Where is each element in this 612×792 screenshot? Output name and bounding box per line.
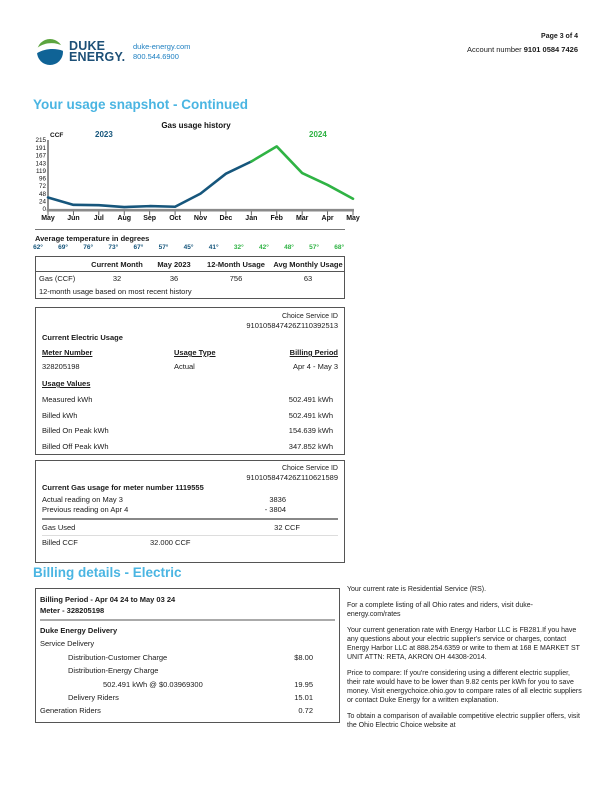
temperature-value: 57° [309,244,320,251]
billing-row-value: $8.00 [294,652,313,662]
billing-row-energy-charge-detail [40,678,335,691]
meter-number-header: Meter Number [42,348,93,357]
billing-row-value [313,624,335,637]
billed-ccf-value: 32.000 CCF [150,538,191,547]
billing-period-header: Billing Period [289,348,338,357]
svg-text:24: 24 [38,198,46,206]
svg-text:0: 0 [42,206,46,214]
svg-text:CCF: CCF [50,132,64,139]
usage-12-month-value: 756 [229,274,243,283]
actual-reading-row [42,495,338,505]
measured-kwh-label: Measured kWh [42,394,93,404]
billed-kwh-row [42,411,338,420]
actual-reading-label: Actual reading on May 3 [42,495,123,504]
billing-meter-line: Meter - 328205198 [40,606,105,615]
svg-text:2023: 2023 [95,130,113,139]
billing-row-label: Delivery Riders [68,692,119,702]
note-current-rate: Your current rate is Residential Service (RS). [347,586,487,593]
usage-table-header-12-month: 12-Month Usage [207,259,265,269]
svg-text:48: 48 [38,190,46,198]
gas-subtotal-divider [42,518,338,520]
svg-text:Sep: Sep [143,215,157,222]
temperature-strip [33,244,365,254]
svg-text:Feb: Feb [270,215,283,222]
usage-avg-monthly-value: 63 [303,274,313,283]
billing-header-divider [40,619,335,621]
billing-row-distribution-energy-charge [40,664,335,677]
svg-text:Mar: Mar [295,215,309,222]
gas-choice-service-id: 910105847426Z110621589 [246,472,338,482]
billed-on-peak-row [42,426,338,435]
duke-energy-logo [35,37,125,67]
billed-off-peak-row [42,442,338,451]
temperature-value: 41° [208,244,219,251]
electric-choice-service [42,313,338,330]
billing-row-duke-energy-delivery [40,624,335,637]
brand-line1: DUKE [69,38,106,53]
temperature-value: 76° [83,244,94,251]
svg-text:167: 167 [35,152,46,160]
billed-off-peak-value: 347.852 kWh [288,442,333,452]
billing-details-box [35,588,340,723]
svg-text:Jul: Jul [93,215,104,222]
contact-info [133,42,190,62]
billing-row-value: 19.95 [294,679,313,689]
electric-choice-service-id: 910105847426Z110392513 [246,320,338,330]
billing-row-service-delivery [40,637,335,650]
previous-reading-value: - 3804 [264,505,286,514]
usage-table-header-may-2023: May 2023 [157,259,191,269]
brand-wordmark [69,38,126,64]
account-number-line [467,45,578,54]
billing-row-value [313,664,335,677]
usage-may-2023-value: 36 [169,274,179,283]
gas-usage-title: Current Gas usage for meter number 1119555 [42,483,204,492]
temperature-label: Average temperature in degrees [35,234,150,243]
rate-notes-column [347,585,585,737]
svg-text:Jun: Jun [67,215,80,222]
temperature-value: 69° [58,244,69,251]
temperature-value: 32° [233,244,244,251]
svg-text:Aug: Aug [117,215,132,222]
temperature-value: 42° [258,244,269,251]
billing-row-label: Distribution-Customer Charge [68,652,168,662]
note-rates-listing: For a complete listing of all Ohio rates and riders, visit duke-energy.com/rates [347,602,533,618]
account-number: 9101 0584 7426 [523,45,578,54]
svg-text:96: 96 [38,175,46,183]
svg-text:143: 143 [35,160,46,168]
electric-usage-title: Current Electric Usage [42,333,123,342]
svg-text:Jan: Jan [245,215,258,222]
billing-row-label: Service Delivery [40,639,95,649]
billed-off-peak-label: Billed Off Peak kWh [42,442,109,452]
svg-text:72: 72 [38,183,46,191]
temperature-value: 48° [284,244,294,251]
temperature-value: 67° [133,244,144,251]
svg-text:Dec: Dec [219,215,233,222]
temperature-value: 73° [108,244,119,251]
svg-text:119: 119 [35,168,46,176]
billing-row-label: Generation Riders [40,706,101,716]
usage-current-month-value: 32 [112,274,122,283]
svg-text:191: 191 [35,144,46,152]
usage-type-header: Usage Type [174,348,216,357]
previous-reading-label: Previous reading on Apr 4 [42,505,129,514]
svg-text:Gas usage history: Gas usage history [161,121,231,130]
current-electric-usage-box [35,307,345,455]
billed-kwh-value: 502.491 kWh [288,410,333,420]
usage-table-header-current-month: Current Month [91,259,143,269]
temperature-divider [35,229,345,230]
svg-text:Oct: Oct [169,215,181,222]
billing-row-label: Duke Energy Delivery [40,626,118,635]
svg-text:215: 215 [35,137,46,145]
account-label: Account number [467,45,522,54]
billed-on-peak-label: Billed On Peak kWh [42,426,109,436]
temperature-value: 62° [33,244,43,251]
svg-text:Apr: Apr [321,215,334,222]
electric-meter-value-row [42,362,338,371]
billing-row-distribution-customer-charge [40,651,335,664]
billing-period-line: Billing Period - Apr 04 24 to May 03 24 [40,595,176,604]
billing-row-delivery-riders [40,691,335,704]
billing-row-generation-riders [40,704,335,717]
note-generation-rate: Your current generation rate with Energy Harbor LLC is FB281.If you have any questions about your electric supplier's service or charges, contact Energy Harbor LLC at 888.254.6359 or write to them at 168 E MARKET ST UNIT ATTN: RETA, AKRON OH 44308-2014. [347,627,580,661]
billing-row-value: 15.01 [294,692,313,702]
billed-ccf-label: Billed CCF [42,538,78,547]
actual-reading-value: 3836 [269,495,286,504]
usage-table-header-avg-monthly: Avg Monthly Usage [273,259,343,269]
gas-choice-service-label: Choice Service ID [281,465,338,472]
header-right [467,33,578,54]
usage-table-row-gas [36,272,344,285]
measured-kwh-value: 502.491 kWh [288,394,333,404]
usage-table-row-label: Gas (CCF) [39,274,76,283]
page-number: Page 3 of 4 [541,33,578,40]
svg-text:May: May [41,215,55,222]
brand-line2: ENERGY. [69,50,126,64]
billing-period-value: Apr 4 - May 3 [292,362,338,371]
gas-used-label: Gas Used [42,523,76,532]
usage-table-footnote: 12-month usage based on most recent history [39,287,192,296]
gas-choice-service [42,465,338,482]
website-text: duke-energy.com [133,42,191,51]
note-supplier-comparison: To obtain a comparison of available competitive electric supplier offers, visit the Ohio Electric Choice website at [347,713,580,729]
usage-values-title: Usage Values [42,379,91,388]
svg-text:Nov: Nov [193,215,208,222]
electric-meter-header-row [42,348,338,357]
temperature-value: 45° [183,244,194,251]
electric-choice-service-label: Choice Service ID [281,313,338,320]
gas-billed-divider [42,535,338,536]
gas-usage-chart [33,116,365,224]
gas-used-value: 32 CCF [274,523,300,532]
gas-used-row [42,523,338,533]
meter-number-value: 328205198 [42,362,80,371]
measured-kwh-row [42,395,338,404]
usage-type-value: Actual [174,362,195,371]
usage-table-header [36,257,344,272]
svg-text:2024: 2024 [309,130,327,139]
billed-ccf-row [42,538,338,548]
billed-on-peak-value: 154.639 kWh [288,426,333,436]
svg-text:May: May [346,215,360,222]
billing-row-label: 502.491 kWh @ $0.03969300 [103,679,203,689]
previous-reading-row [42,505,338,515]
temperature-value: 68° [334,244,345,251]
current-gas-usage-box [35,460,345,563]
billing-row-value [313,637,335,650]
usage-summary-table [35,256,345,299]
usage-snapshot-title: Your usage snapshot - Continued [33,97,249,112]
note-price-to-compare: Price to compare: If you're considering using a different electric supplier, their rate would have to be lower than 9.82 cents per kWh for you to save money. Visit energychoice.ohio.gov to compare rates of all electric suppliers or contact Duke Energy for a written explanation. [347,670,582,704]
billing-row-label: Distribution-Energy Charge [68,666,159,676]
temperature-value: 57° [158,244,169,251]
billing-row-value: 0.72 [298,706,313,716]
duke-energy-swirl-icon [35,37,65,67]
phone-text: 800.544.6900 [133,52,179,61]
billing-details-title: Billing details - Electric [33,565,182,580]
billed-kwh-label: Billed kWh [42,410,78,420]
